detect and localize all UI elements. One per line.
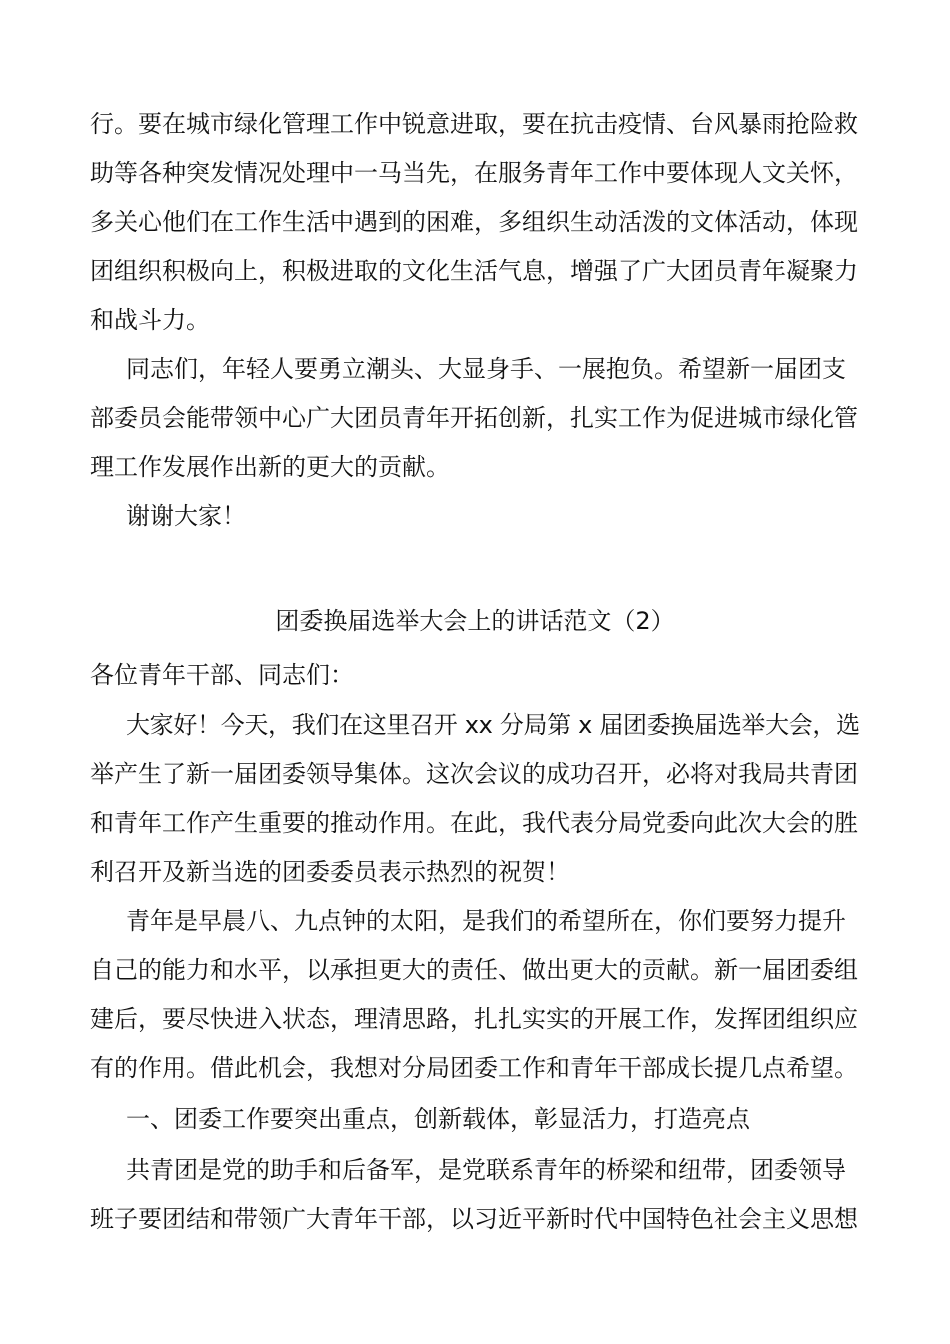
paragraph-line: 理工作发展作出新的更大的贡献。 (90, 453, 450, 481)
paragraph-line: 谢谢大家！ (126, 502, 246, 530)
paragraph-line: 共青团是党的助手和后备军，是党联系青年的桥梁和纽带，团委领导 (126, 1156, 846, 1184)
paragraph-line: 举产生了新一届团委领导集体。这次会议的成功召开，必将对我局共青团 (90, 760, 858, 788)
paragraph-line: 有的作用。借此机会，我想对分局团委工作和青年干部成长提几点希望。 (90, 1054, 858, 1082)
paragraph-line: 建后，要尽快进入状态，理清思路，扎扎实实的开展工作，发挥团组织应 (90, 1005, 858, 1033)
paragraph-line: 大家好！今天，我们在这里召开 xx 分局第 x 届团委换届选举大会，选 (126, 711, 860, 739)
paragraph-line: 部委员会能带领中心广大团员青年开拓创新，扎实工作为促进城市绿化管 (90, 404, 858, 432)
paragraph-line: 行。要在城市绿化管理工作中锐意进取，要在抗击疫情、台风暴雨抢险救 (90, 110, 858, 138)
paragraph-line: 同志们，年轻人要勇立潮头、大显身手、一展抱负。希望新一届团支 (126, 355, 846, 383)
paragraph-line: 青年是早晨八、九点钟的太阳，是我们的希望所在，你们要努力提升 (126, 907, 846, 935)
paragraph-line: 多关心他们在工作生活中遇到的困难，多组织生动活泼的文体活动，体现 (90, 208, 858, 236)
paragraph-line: 和青年工作产生重要的推动作用。在此，我代表分局党委向此次大会的胜 (90, 809, 858, 837)
section-heading: 一、团委工作要突出重点，创新载体，彰显活力，打造亮点 (126, 1105, 750, 1133)
paragraph-line: 班子要团结和带领广大青年干部，以习近平新时代中国特色社会主义思想 (90, 1205, 858, 1233)
salutation: 各位青年干部、同志们： (90, 661, 354, 689)
paragraph-line: 团组织积极向上，积极进取的文化生活气息，增强了广大团员青年凝聚力 (90, 257, 858, 285)
paragraph-line: 自己的能力和水平，以承担更大的责任、做出更大的贡献。新一届团委组 (90, 956, 858, 984)
paragraph-line: 利召开及新当选的团委委员表示热烈的祝贺！ (90, 858, 570, 886)
section-title: 团委换届选举大会上的讲话范文（2） (275, 607, 675, 635)
paragraph-line: 和战斗力。 (90, 306, 210, 334)
paragraph-line: 助等各种突发情况处理中一马当先，在服务青年工作中要体现人文关怀， (90, 159, 858, 187)
